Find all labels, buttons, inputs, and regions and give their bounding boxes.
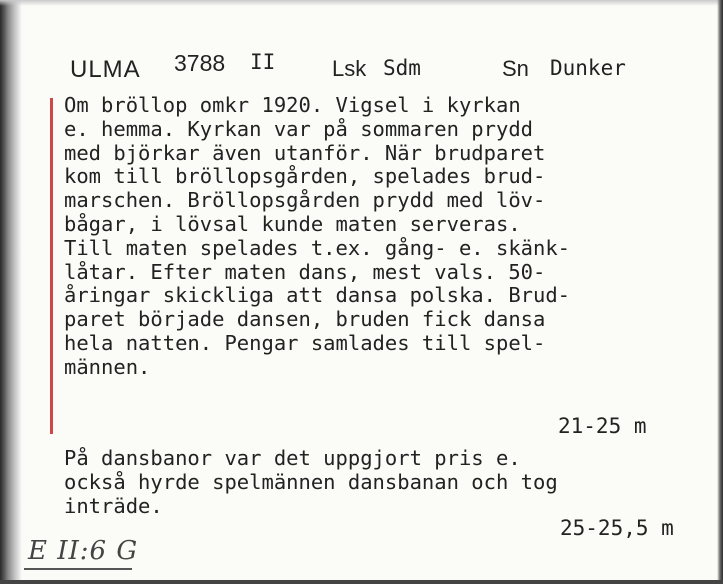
range-annotation-1: 21-25 m [558,414,647,438]
text-line: med björkar även utanför. När brudparet [64,140,546,165]
margin-red-line [50,98,53,434]
handwritten-signum: E II:6 G [28,536,139,566]
collection-label: ULMA [70,56,141,83]
text-line: låtar. Efter maten dans, mest vals. 50- [64,259,546,284]
text-line: kom till bröllopsgården, spelades brud- [64,164,546,189]
socken-value: Dunker [550,56,626,80]
text-line: Om bröllop omkr 1920. Vigsel i kyrkan [64,93,521,117]
body-paragraph-1 [64,94,704,380]
text-line: paret började dansen, bruden fick dansa [64,307,546,332]
text-line: åringar skickliga att dansa polska. Brud- [64,283,571,308]
text-line: marschen. Bröllopsgården prydd med löv- [64,188,546,213]
signum-underline [24,568,132,570]
socken-label: Sn [502,56,529,81]
record-number: 3788 [174,50,226,76]
body-paragraph-2 [64,447,704,518]
text-line: inträde. [64,493,163,518]
text-line: hela natten. Pengar samlades till spel- [64,330,546,355]
landskap-value: Sdm [383,56,421,80]
text-line: männen. [64,354,151,379]
card-top-edge [0,0,723,6]
card-right-edge [717,0,723,584]
text-line: också hyrde spelmännen dansbanan och tog [64,469,558,494]
card-bottom-edge [0,580,723,584]
text-line: Till maten spelades t.ex. gång- e. skänk- [64,235,571,260]
range-annotation-2: 25-25,5 m [560,516,674,540]
record-series: II [250,50,276,74]
landskap-label: Lsk [332,56,367,81]
text-line: bågar, i lövsal kunde maten serveras. [64,211,521,236]
text-line: På dansbanor var det uppgjort pris e. [64,446,521,470]
card-header [70,50,703,90]
text-line: e. hemma. Kyrkan var på sommaren prydd [64,116,533,141]
card-left-edge [0,0,22,584]
